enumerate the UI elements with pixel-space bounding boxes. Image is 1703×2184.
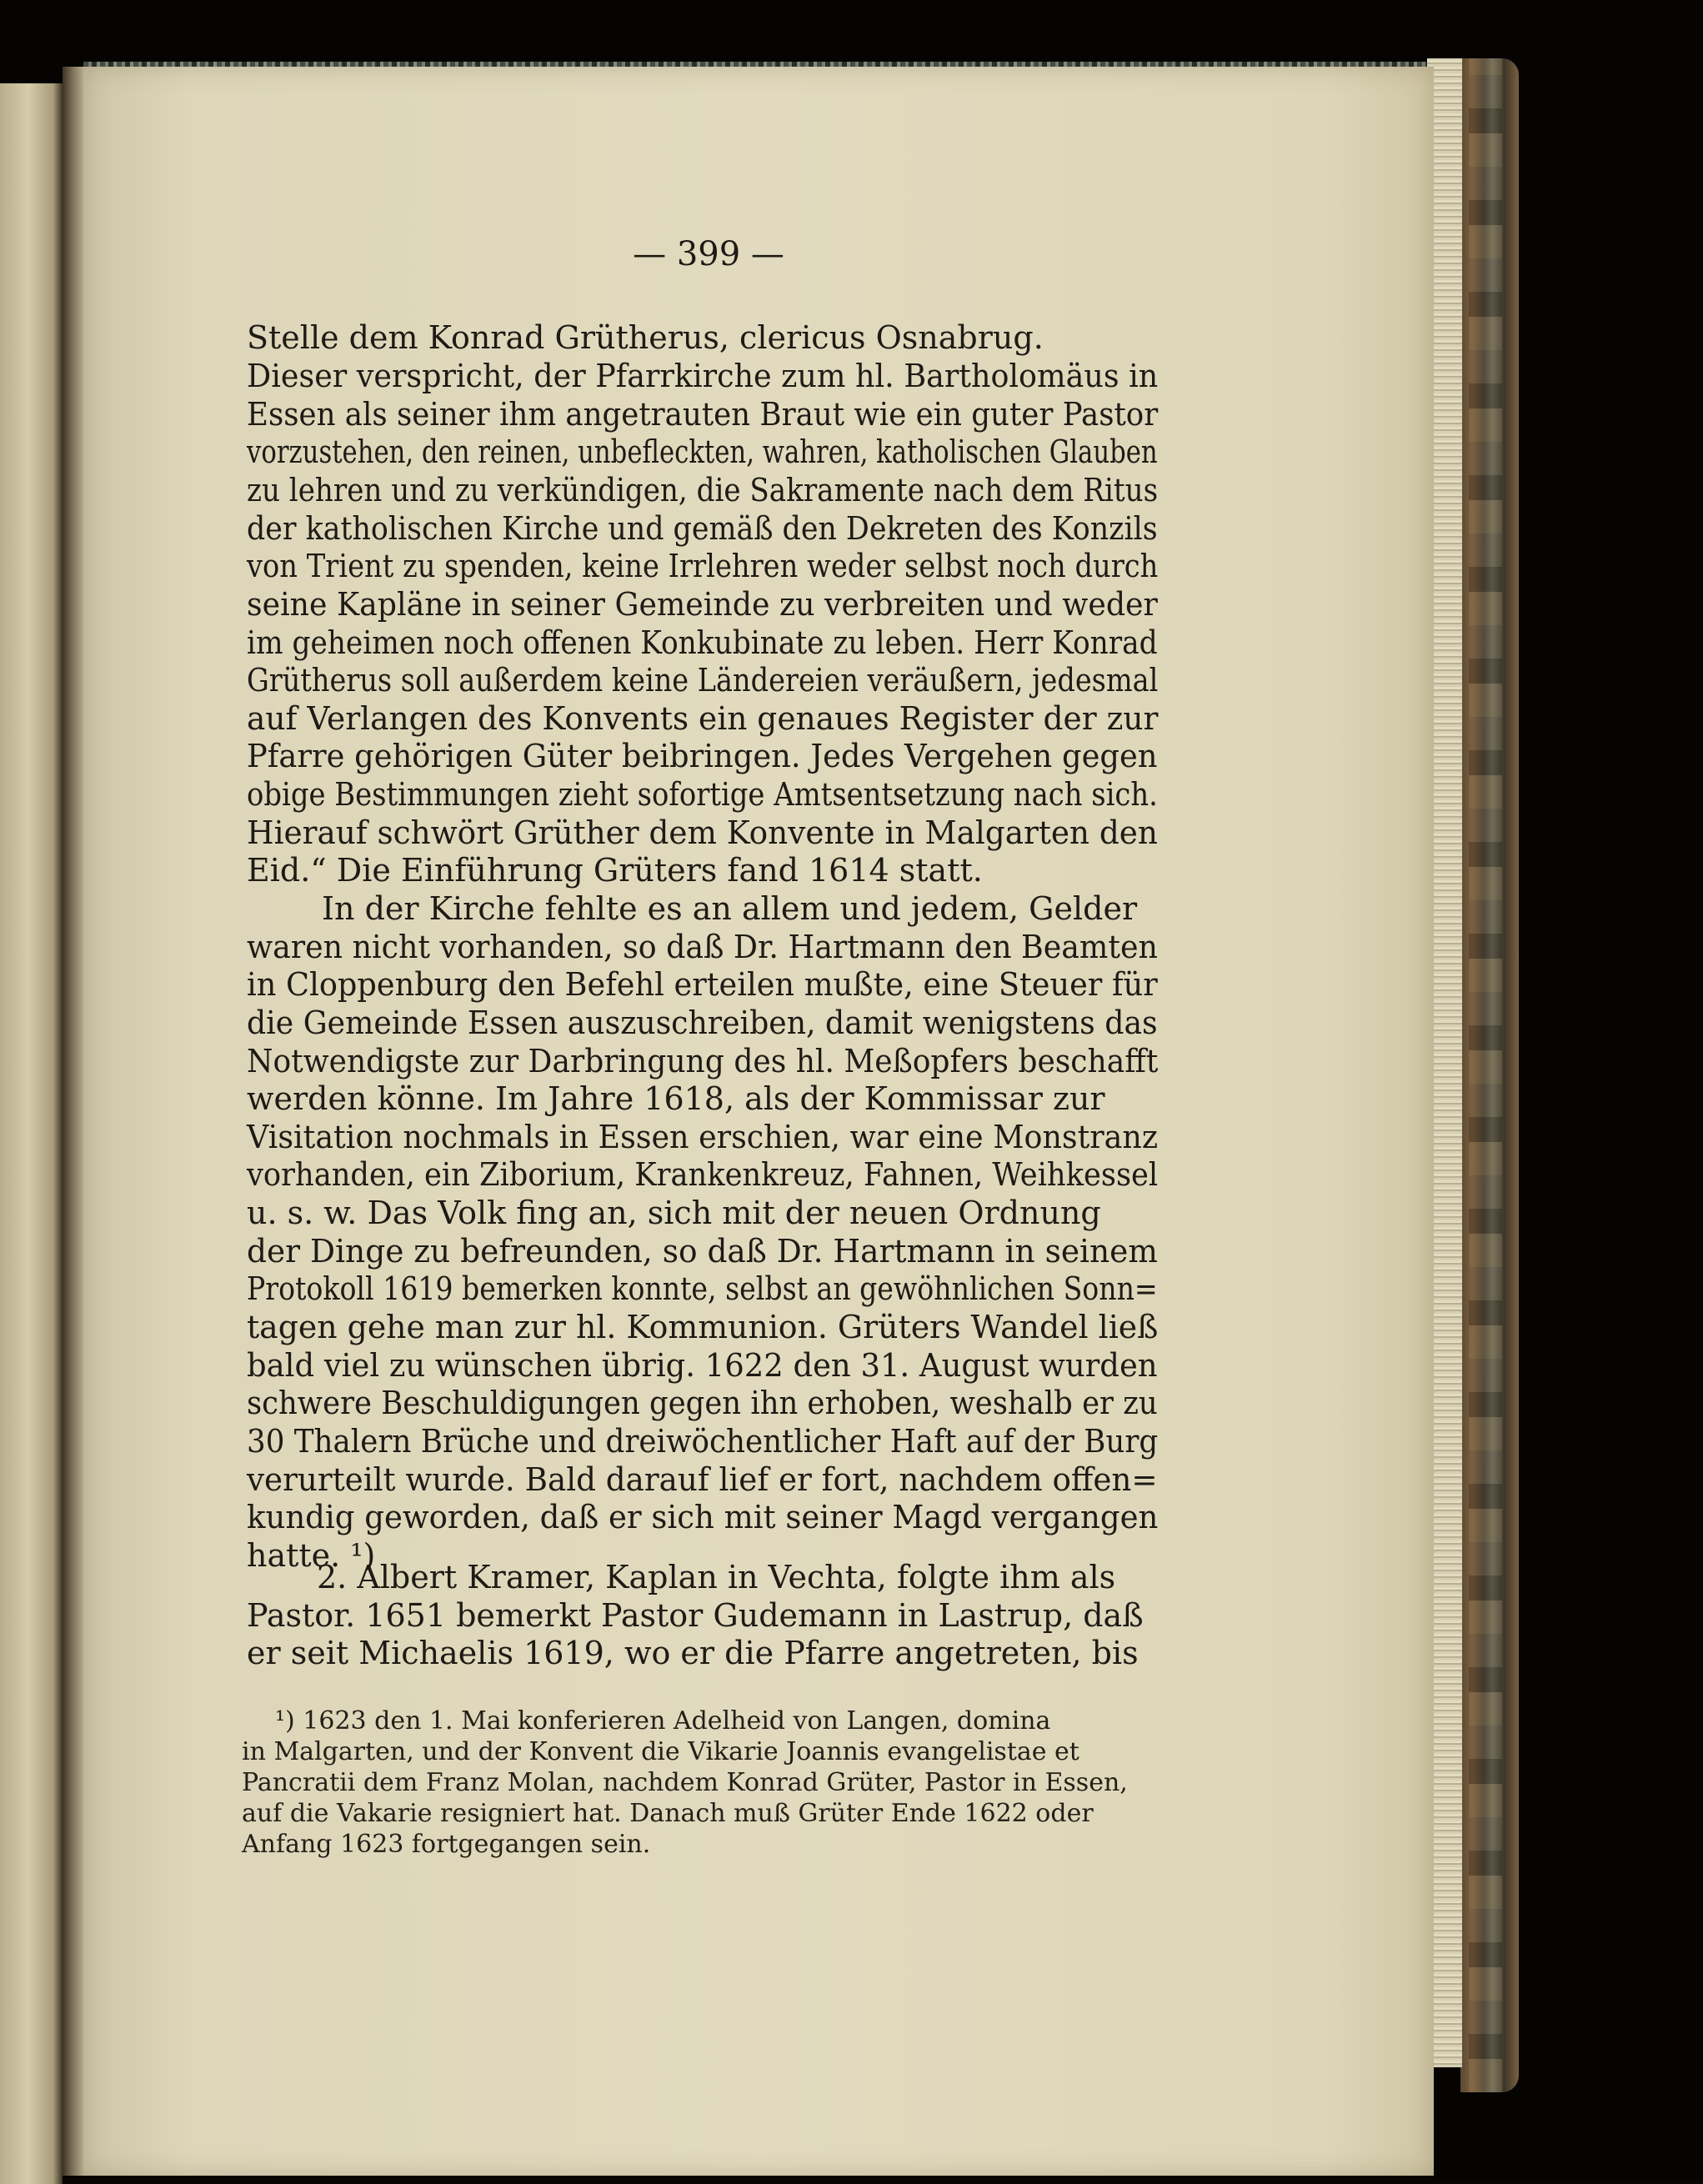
footnote-line: in Malgarten, und der Konvent die Vikarie Joannis evangelistae et [242,1737,1079,1766]
body-line: Visitation nochmals in Essen erschien, war eine Monstranz [247,1119,1159,1155]
book-cover-edge [1460,58,1519,2092]
body-line: Eid.“ Die Einführung Grüters fand 1614 statt. [247,852,983,889]
body-line: obige Bestimmungen zieht sofortige Amtsentsetzung nach sich. [247,776,1158,813]
body-line: Protokoll 1619 bemerken konnte, selbst an gewöhnlichen Sonn= [247,1270,1158,1307]
body-line: Dieser verspricht, der Pfarrkirche zum hl. Bartholomäus in [247,358,1159,394]
page-number: — 399 — [633,235,784,273]
body-line: in Cloppenburg den Befehl erteilen mußte, eine Steuer für [247,966,1158,1003]
footnote-line: Anfang 1623 fortgegangen sein. [242,1830,651,1859]
body-line: seine Kapläne in seiner Gemeinde zu verbreiten und weder [247,586,1158,623]
body-line: Stelle dem Konrad Grütherus, clericus Osnabrug. [247,319,1044,356]
body-line: vorhanden, ein Ziborium, Krankenkreuz, Fahnen, Weihkessel [247,1156,1159,1193]
body-line: Essen als seiner ihm angetrauten Braut wie ein guter Pastor [247,396,1159,433]
paragraph-start-line: 2. Albert Kramer, Kaplan in Vechta, folgte ihm als [317,1559,1116,1595]
body-line: zu lehren und zu verkündigen, die Sakramente nach dem Ritus [247,472,1159,508]
body-line: auf Verlangen des Konvents ein genaues Register der zur [247,700,1159,737]
body-line: bald viel zu wünschen übrig. 1622 den 31. August wurden [247,1347,1158,1384]
body-line: im geheimen noch offenen Konkubinate zu leben. Herr Konrad [247,624,1158,661]
body-line: 30 Thalern Brüche und dreiwöchentlicher Haft auf der Burg [247,1423,1159,1460]
left-page-edge [0,83,63,2184]
body-line: der Dinge zu befreunden, so daß Dr. Hartmann in seinem [247,1233,1158,1270]
body-line: tagen gehe man zur hl. Kommunion. Grüters Wandel ließ [247,1309,1159,1345]
body-line: die Gemeinde Essen auszuschreiben, damit wenigstens das [247,1004,1158,1041]
body-line: u. s. w. Das Volk fing an, sich mit der neuen Ordnung [247,1195,1101,1231]
body-line: werden könne. Im Jahre 1618, als der Kommissar zur [247,1080,1105,1117]
footnote-line: auf die Vakarie resigniert hat. Danach muß Grüter Ende 1622 oder [242,1799,1094,1828]
body-line: Pfarre gehörigen Güter beibringen. Jedes Vergehen gegen [247,738,1158,774]
paragraph-start-line: In der Kirche fehlte es an allem und jedem, Gelder [322,890,1138,927]
footnote-line: ¹) 1623 den 1. Mai konferieren Adelheid von Langen, domina [275,1706,1051,1736]
body-line: er seit Michaelis 1619, wo er die Pfarre angetreten, bis [247,1635,1139,1671]
footnote-line: Pancratii dem Franz Molan, nachdem Konrad Grüter, Pastor in Essen, [242,1768,1128,1797]
body-line: hatte. ¹) [247,1537,376,1574]
body-line: kundig geworden, daß er sich mit seiner Magd vergangen [247,1499,1159,1535]
body-line: Hierauf schwört Grüther dem Konvente in Malgarten den [247,814,1158,851]
body-line: vorzustehen, den reinen, unbefleckten, wahren, katholischen Glauben [247,433,1158,470]
body-line: verurteilt wurde. Bald darauf lief er fort, nachdem offen= [247,1461,1158,1498]
body-line: schwere Beschuldigungen gegen ihn erhoben, weshalb er zu [247,1385,1158,1421]
body-line: Notwendigste zur Darbringung des hl. Meßopfers beschafft [247,1043,1159,1079]
body-line: von Trient zu spenden, keine Irrlehren weder selbst noch durch [247,548,1159,584]
body-line: der katholischen Kirche und gemäß den Dekreten des Konzils [247,510,1158,547]
body-line: waren nicht vorhanden, so daß Dr. Hartmann den Beamten [247,929,1158,965]
body-line: Pastor. 1651 bemerkt Pastor Gudemann in Lastrup, daß [247,1597,1144,1634]
body-line: Grütherus soll außerdem keine Ländereien veräußern, jedesmal [247,662,1159,699]
